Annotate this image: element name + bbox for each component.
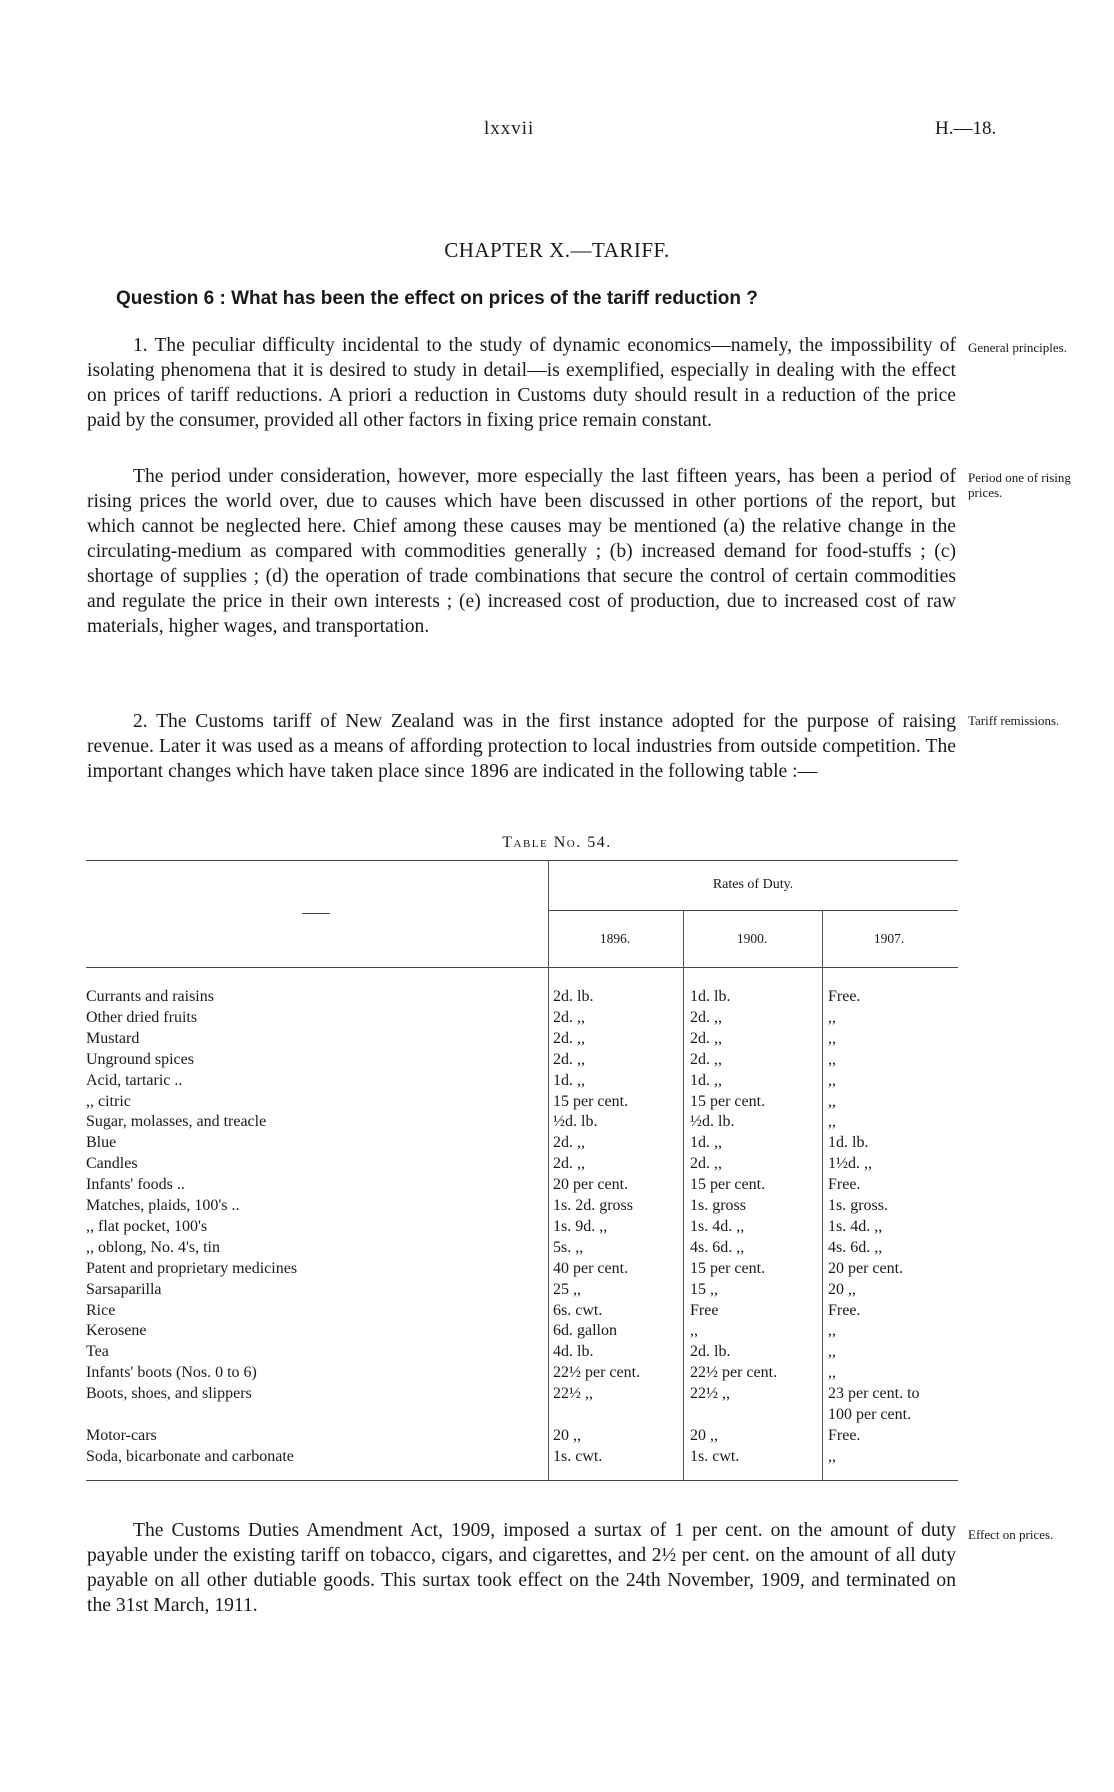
column-divider-1 [548,860,549,1480]
rate-1900: 2d. ,, [690,1155,722,1173]
rate-1900: 2d. ,, [690,1008,722,1026]
rate-1907: ,, [828,1113,836,1131]
table-row-label: Matches, plaids, 100's .. [86,1197,240,1214]
margin-note-tariff-remissions: Tariff remissions. [968,713,1060,728]
table-row-label: Candles [86,1155,138,1173]
table-top-rule [86,860,958,861]
rate-1896: 25 ,, [553,1280,581,1298]
table-bottom-rule [86,1480,958,1481]
table-row-label: Infants' foods .. [86,1176,185,1194]
rate-1907: 1½d. ,, [828,1155,872,1173]
rate-1900: Free [690,1301,719,1319]
rate-1900: 4s. 6d. ,, [690,1238,745,1256]
table-title: Table No. 54. [502,834,612,851]
rate-1907: ,, [828,1447,836,1465]
rate-1907: 1s. gross. [828,1197,889,1214]
rates-header: Rates of Duty. [712,877,794,892]
margin-note-effect-on-prices: Effect on prices. [968,1527,1054,1542]
rate-1900: 1d. lb. [690,988,731,1005]
rate-1900: 20 ,, [690,1426,718,1444]
rate-1896: 4d. lb. [553,1343,594,1361]
margin-note-general-principles: General principles. [968,340,1067,355]
rate-1907: ,, [828,1008,836,1026]
table-row-label: Rice [86,1301,116,1319]
rate-1900: 15 per cent. [690,1176,766,1194]
table-row-label: ,, flat pocket, 100's [86,1217,208,1235]
table-row-label: Mustard [86,1029,140,1047]
rate-1907: 1d. lb. [828,1134,869,1152]
rate-1896: 2d. ,, [553,1134,585,1152]
header-bottom-rule [86,967,958,968]
table-row-label: Patent and proprietary medicines [86,1259,298,1277]
page-number: lxxvii [484,118,535,139]
paragraph-effect-on-prices: The Customs Duties Amendment Act, 1909, imposed a surtax of 1 per cent. on the amount of duty payable under the existing tariff on tobacco, cigars, and cigarettes, and 2½ per cent. on the amount of all duty payable on all other dutiable goods. This surtax took effect on the 24th November, 1909, and terminated on the 31st March, 1911. [87,1520,956,1616]
table-row-label: ,, citric [86,1092,131,1110]
table-row-label: Unground spices [86,1050,194,1068]
question-heading: Question 6 : What has been the effect on prices of the tariff reduction ? [116,288,758,309]
rate-1900: 1s. 4d. ,, [690,1217,745,1235]
column-divider-3 [822,910,823,1480]
rate-1907: ,, [828,1029,836,1047]
rate-1896: 6d. gallon [553,1322,617,1340]
table-row-label: Currants and raisins [86,988,214,1005]
rate-1896: 2d. ,, [553,1008,585,1026]
rate-1900: 22½ per cent. [690,1364,778,1382]
rate-1900: 22½ ,, [690,1385,730,1403]
rate-1896: 5s. ,, [553,1238,584,1256]
table-row-label: Blue [86,1134,117,1152]
rate-1900: 15 per cent. [690,1092,766,1110]
rate-1907: 20 per cent. [828,1259,904,1277]
document-reference: H.—18. [935,118,997,139]
table-row-label: Soda, bicarbonate and carbonate [86,1447,294,1465]
rate-1896: 22½ per cent. [553,1364,641,1382]
year-header-1907: 1907. [873,931,905,946]
table-row-label: Sugar, molasses, and treacle [86,1113,267,1131]
rate-1900: 2d. lb. [690,1343,731,1361]
rate-1907: Free. [828,1176,861,1194]
rate-1907: 100 per cent. [828,1406,912,1423]
rate-1900: 15 per cent. [690,1259,766,1277]
rate-1900: 2d. ,, [690,1050,722,1068]
rate-1900: 1s. cwt. [690,1447,740,1465]
column-divider-2 [683,910,684,1480]
header-stub-dash [302,913,330,914]
year-header-1900: 1900. [736,931,768,946]
rate-1896: ½d. lb. [553,1113,598,1131]
rate-1896: 1s. cwt. [553,1447,603,1465]
rate-1907: Free. [828,1301,861,1319]
rate-1896: 2d. ,, [553,1155,585,1173]
paragraph-tariff-remissions: 2. The Customs tariff of New Zealand was in the first instance adopted for the purpose of raising revenue. Later it was used as a means of affording protection to local industries from outside competition. The important changes which have taken place since 1896 are indicated in the following table :— [87,711,956,782]
rate-1907: ,, [828,1092,836,1110]
rate-1900: 1d. ,, [690,1134,722,1152]
rates-rule [548,910,958,911]
rate-1900: ½d. lb. [690,1113,735,1131]
rate-1900: 15 ,, [690,1280,718,1298]
table-row-label: Tea [86,1343,109,1361]
rate-1900: 1d. ,, [690,1071,722,1089]
rate-1896: 15 per cent. [553,1092,629,1110]
paragraph-general-principles: 1. The peculiar difficulty incidental to the study of dynamic economics—namely, the impossibility of isolating phenomena that it is desired to study in detail—is exemplified, especially in dealing with the effect on prices of tariff reductions. A priori a reduction in Customs duty should result in a reduction of the price paid by the consumer, provided all other factors in fixing price remain constant. [87,335,956,431]
rate-1907: 23 per cent. to [828,1385,920,1403]
rate-1896: 2d. lb. [553,988,594,1005]
rate-1896: 2d. ,, [553,1029,585,1047]
rate-1907: 1s. 4d. ,, [828,1217,883,1235]
rate-1907: ,, [828,1343,836,1361]
rate-1907: ,, [828,1322,836,1340]
rate-1907: Free. [828,988,861,1005]
paragraph-rising-prices: The period under consideration, however, more especially the last fifteen years, has been a period of rising prices the world over, due to causes which have been discussed in other portions of the report, but which cannot be neglected here. Chief among these causes may be mentioned (a) the relative change in the circulating-medium as compared with commodities generally ; (b) increased demand for food-stuffs ; (c) shortage of supplies ; (d) the operation of trade combinations that secure the control of certain commodities and regulate the price in their own interests ; (e) increased cost of production, due to increased cost of raw materials, higher wages, and transportation. [87,466,956,637]
year-header-1896: 1896. [599,931,631,946]
rate-1896: 1s. 2d. gross [553,1197,634,1214]
rate-1896: 40 per cent. [553,1259,629,1277]
rate-1900: 2d. ,, [690,1029,722,1047]
table-row-label: Infants' boots (Nos. 0 to 6) [86,1364,257,1382]
table-row-label: Other dried fruits [86,1008,198,1026]
rate-1907: Free. [828,1426,861,1444]
table-row-label: Sarsaparilla [86,1280,162,1298]
rate-1907: 4s. 6d. ,, [828,1238,883,1256]
rate-1896: 1d. ,, [553,1071,585,1089]
rate-1896: 6s. cwt. [553,1301,603,1319]
rate-1896: 20 ,, [553,1426,581,1444]
table-row-label: Kerosene [86,1322,147,1340]
rate-1896: 2d. ,, [553,1050,585,1068]
rate-1907: ,, [828,1050,836,1068]
table-row-label: Acid, tartaric .. [86,1071,183,1089]
table-row-label: ,, oblong, No. 4's, tin [86,1238,220,1256]
chapter-title: CHAPTER X.—TARIFF. [444,238,670,262]
rate-1896: 20 per cent. [553,1176,629,1194]
table-row-label: Boots, shoes, and slippers [86,1385,252,1403]
rate-1907: ,, [828,1364,836,1382]
rate-1907: ,, [828,1071,836,1089]
rate-1907: 20 ,, [828,1280,856,1298]
rate-1896: 1s. 9d. ,, [553,1217,608,1235]
table-row-label: Motor-cars [86,1426,157,1444]
rate-1900: 1s. gross [690,1197,747,1214]
rate-1896: 22½ ,, [553,1385,593,1403]
rate-1900: ,, [690,1322,698,1340]
margin-note-rising-prices: Period one of rising prices. [968,470,1071,500]
